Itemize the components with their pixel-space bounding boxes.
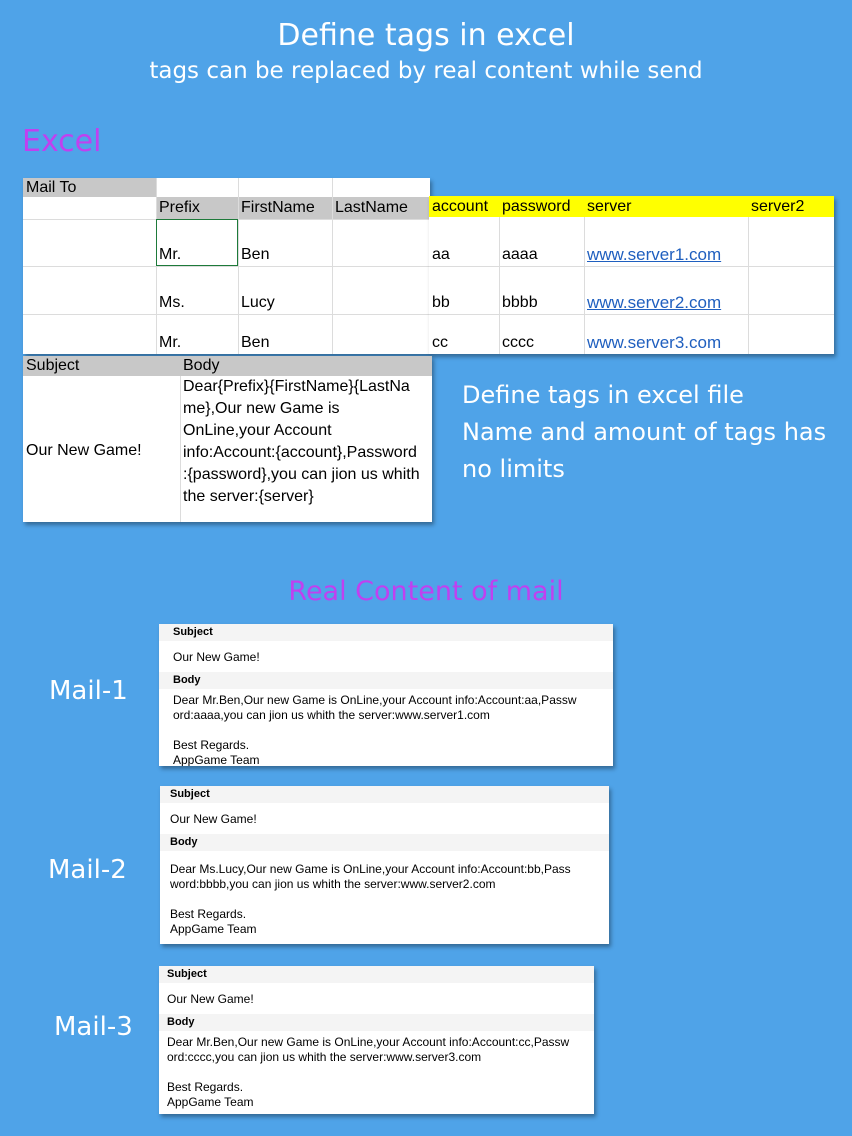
excel-sheet-recipients: [23, 178, 430, 354]
column-header-lastname: LastName: [332, 197, 430, 219]
mail-3-preview: [159, 966, 594, 1114]
excel-sheet-accounts: [429, 196, 834, 354]
description: [462, 377, 826, 488]
body-line: Dear{Prefix}{FirstName}{LastNa: [183, 378, 410, 395]
column-header-server: server: [587, 198, 632, 215]
mail-2-preview: [160, 786, 609, 944]
subject-header: Subject: [26, 357, 80, 374]
body-header: Body: [183, 357, 220, 374]
mail-body-line: ord:aaaa,you can jion us whith the server:www.server1.com: [173, 708, 490, 722]
cell-password-2[interactable]: bbbb: [502, 294, 538, 311]
body-line: OnLine,your Account: [183, 422, 332, 439]
cell-server-link-2[interactable]: www.server2.com: [587, 293, 722, 312]
column-header-password: password: [502, 198, 571, 215]
mail-body-label: Body: [159, 1014, 594, 1031]
mail-body: [167, 1035, 582, 1110]
cell-password-1[interactable]: aaaa: [502, 246, 538, 263]
body-line: the server:{server}: [183, 488, 314, 505]
mail-body-label: Body: [160, 834, 609, 851]
mail-body: [170, 862, 597, 937]
body-line: info:Account:{account},Password: [183, 444, 417, 461]
page-title: Define tags in excel: [277, 18, 575, 53]
mail-2-label: Mail-2: [48, 855, 127, 885]
cell-firstname-1[interactable]: Ben: [241, 246, 270, 263]
mail-subject-label: Subject: [159, 966, 594, 983]
body-line: :{password},you can jion us whith: [183, 466, 420, 483]
cell-server-link-3[interactable]: www.server3.com: [587, 333, 722, 352]
column-header-server2: server2: [751, 198, 805, 215]
cell-account-1[interactable]: aa: [432, 246, 450, 263]
mail-regards: Best Regards.: [167, 1080, 244, 1094]
mail-team: AppGame Team: [167, 1095, 254, 1109]
column-header-firstname: FirstName: [238, 197, 332, 219]
mail-body-line: Dear Mr.Ben,Our new Game is OnLine,your Account info:Account:cc,Passw: [167, 1035, 570, 1049]
column-header-prefix: Prefix: [156, 197, 238, 219]
body-template-cell[interactable]: [180, 376, 435, 508]
cell-password-3[interactable]: cccc: [502, 334, 534, 351]
cell-prefix-3[interactable]: Mr.: [159, 334, 182, 351]
excel-sheet-template: [23, 356, 432, 522]
description-line: Define tags in excel file: [462, 381, 744, 409]
subject-template-cell[interactable]: Our New Game!: [26, 442, 142, 459]
mail-body-line: word:bbbb,you can jion us whith the server:www.server2.com: [170, 877, 496, 891]
mail-team: AppGame Team: [170, 922, 257, 936]
column-header-account: account: [432, 198, 489, 215]
body-line: me},Our new Game is: [183, 400, 340, 417]
cell-prefix-1[interactable]: Mr.: [159, 246, 182, 263]
mail-team: AppGame Team: [173, 753, 260, 766]
mail-subject: Our New Game!: [170, 812, 257, 826]
cell-firstname-3[interactable]: Ben: [241, 334, 270, 351]
mail-subject: Our New Game!: [167, 992, 254, 1006]
mail-body-line: Dear Mr.Ben,Our new Game is OnLine,your Account info:Account:aa,Passw: [173, 693, 577, 707]
cell-server-link-1[interactable]: www.server1.com: [587, 245, 722, 264]
excel-label: Excel: [22, 124, 102, 159]
cell-prefix-2[interactable]: Ms.: [159, 294, 185, 311]
real-content-title: Real Content of mail: [288, 576, 564, 607]
cell-firstname-2[interactable]: Lucy: [241, 294, 275, 311]
description-line: Name and amount of tags has: [462, 418, 827, 446]
mail-body-line: Dear Ms.Lucy,Our new Game is OnLine,your Account info:Account:bb,Pass: [170, 862, 571, 876]
mail-body: [173, 693, 601, 766]
mail-subject-label: Subject: [160, 786, 609, 803]
mail-subject: Our New Game!: [173, 650, 260, 664]
mail-subject-label: Subject: [159, 624, 613, 641]
description-line: no limits: [462, 455, 565, 483]
mail-body-label: Body: [159, 672, 613, 689]
mail-body-line: ord:cccc,you can jion us whith the server:www.server3.com: [167, 1050, 482, 1064]
cell-account-3[interactable]: cc: [432, 334, 448, 351]
mail-regards: Best Regards.: [170, 907, 247, 921]
mail-regards: Best Regards.: [173, 738, 250, 752]
mail-1-preview: [159, 624, 613, 766]
page-subtitle: tags can be replaced by real content while send: [149, 58, 703, 84]
mail-to-header: Mail To: [23, 178, 156, 197]
mail-1-label: Mail-1: [49, 676, 128, 706]
mail-3-label: Mail-3: [54, 1012, 133, 1042]
cell-account-2[interactable]: bb: [432, 294, 450, 311]
